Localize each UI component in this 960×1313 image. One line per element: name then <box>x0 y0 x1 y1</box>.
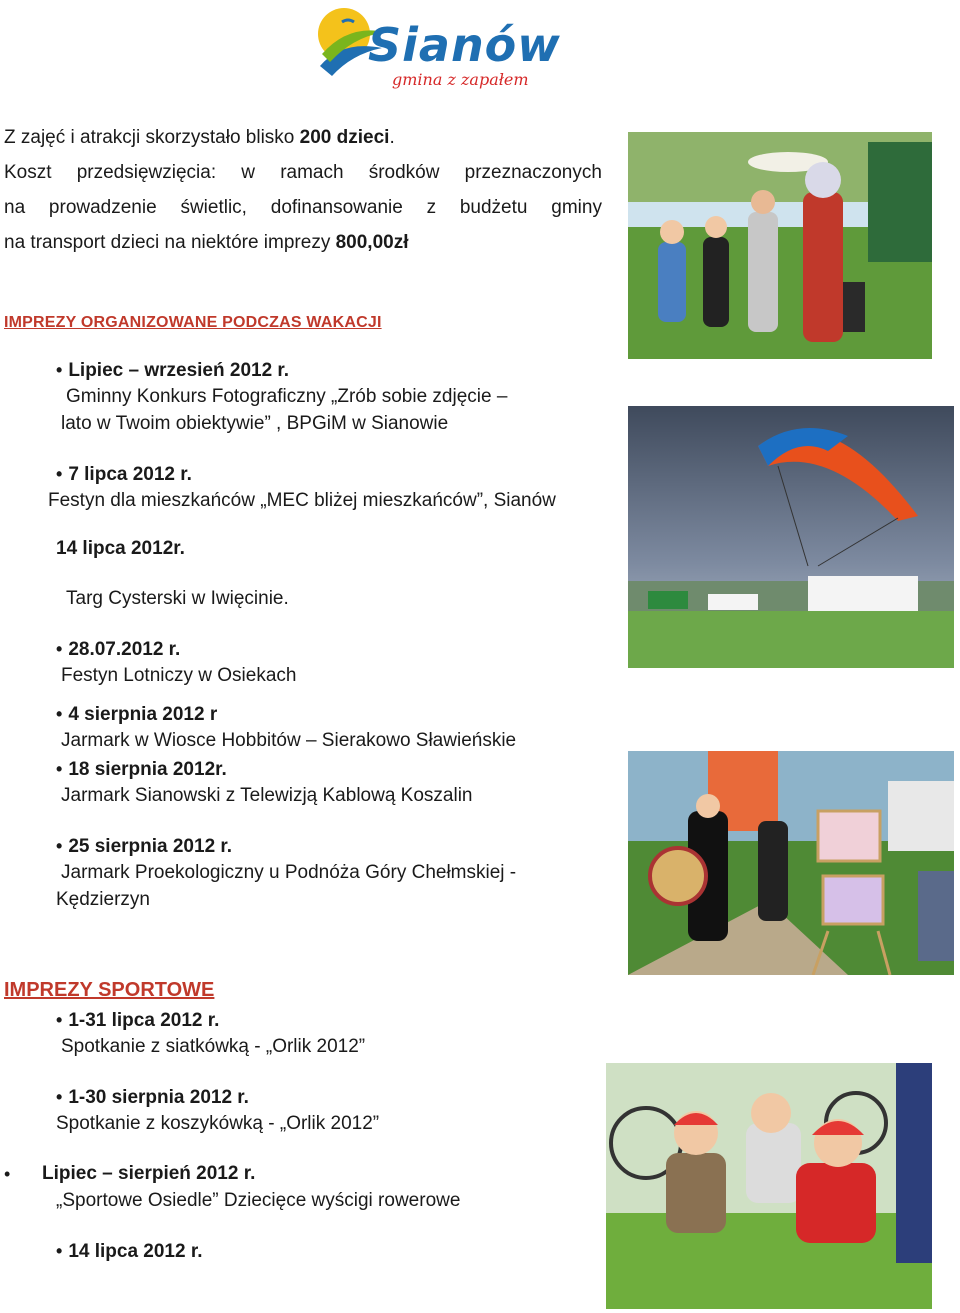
event-date: 14 lipca 2012r. <box>56 538 185 559</box>
event-description: lato w Twoim obiektywie” , BPGiM w Sianowie <box>61 413 449 434</box>
section-heading-holiday: IMPREZY ORGANIZOWANE PODCZAS WAKACJI <box>4 314 382 331</box>
event-description: Targ Cysterski w Iwięcinie. <box>66 588 289 609</box>
event-date: • 14 lipca 2012 r. <box>56 1239 202 1264</box>
bullet-dot: • <box>4 1164 11 1184</box>
event-description: Festyn dla mieszkańców „MEC bliżej mieszkańców”, Sianów <box>48 490 556 511</box>
event-date: • 4 sierpnia 2012 r <box>56 702 217 727</box>
intro-line-1: Z zajęć i atrakcji skorzystało blisko 200 dzieci. <box>4 127 395 148</box>
event-date: • Lipiec – wrzesień 2012 r. <box>56 358 289 383</box>
event-description: Gminny Konkurs Fotograficzny „Zrób sobie zdjęcie – <box>66 386 508 407</box>
photo-paraglider-festival <box>628 406 954 668</box>
event-date: Lipiec – sierpień 2012 r. <box>42 1163 256 1184</box>
intro-line-2: Koszt przedsięwzięcia: w ramach środków przeznaczonych <box>4 162 602 183</box>
event-description: Jarmark w Wiosce Hobbitów – Sierakowo Sławieńskie <box>61 730 517 751</box>
event-date: • 1-31 lipca 2012 r. <box>56 1008 219 1033</box>
event-description: „Sportowe Osiedle” Dziecięce wyścigi rowerowe <box>56 1190 461 1211</box>
event-description: Kędzierzyn <box>56 889 150 910</box>
intro-line-4: na transport dzieci na niektóre imprezy 800,00zł <box>4 232 409 253</box>
event-date: • 1-30 sierpnia 2012 r. <box>56 1085 249 1110</box>
event-date: • 25 sierpnia 2012 r. <box>56 834 232 859</box>
photo-band-and-paintings <box>628 751 954 975</box>
logo-tagline: gmina z zapałem <box>392 70 529 89</box>
photo-clown-with-children <box>628 132 932 359</box>
event-date: • 28.07.2012 r. <box>56 637 180 662</box>
logo <box>312 4 561 100</box>
event-date: • 7 lipca 2012 r. <box>56 462 192 487</box>
event-description: Festyn Lotniczy w Osiekach <box>61 665 297 686</box>
event-description: Spotkanie z koszykówką - „Orlik 2012” <box>56 1113 380 1134</box>
photo-kids-with-bikes <box>606 1063 932 1309</box>
event-description: Spotkanie z siatkówką - „Orlik 2012” <box>61 1036 366 1057</box>
event-description: Jarmark Proekologiczny u Podnóża Góry Chełmskiej - <box>61 862 517 883</box>
intro-line-3: na prowadzenie świetlic, dofinansowanie z budżetu gminy <box>4 197 602 218</box>
event-date: • 18 sierpnia 2012r. <box>56 757 227 782</box>
logo-name: Sianów <box>368 18 561 72</box>
section-heading-sport: IMPREZY SPORTOWE <box>4 979 215 1001</box>
event-description: Jarmark Sianowski z Telewizją Kablową Koszalin <box>61 785 473 806</box>
